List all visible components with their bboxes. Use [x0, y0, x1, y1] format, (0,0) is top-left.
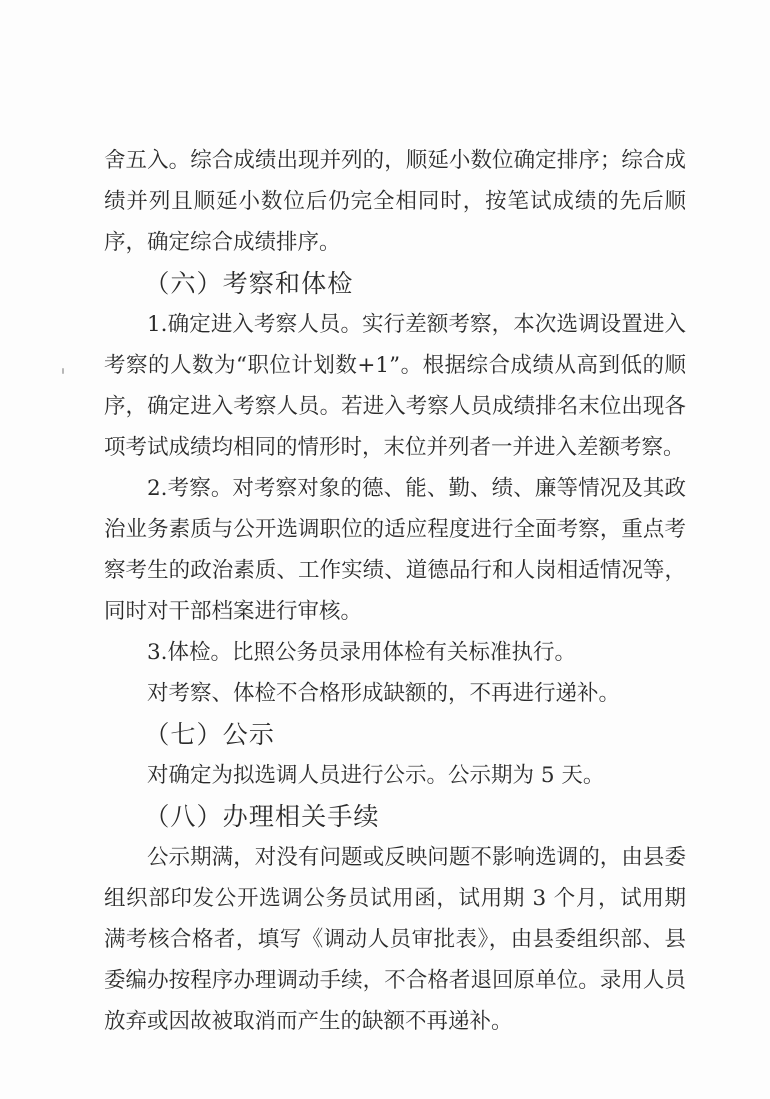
paragraph-inspection-candidates: 1.确定进入考察人员。实行差额考察，本次选调设置进入考察的人数为“职位计划数+1”。根据综合成绩从高到低的顺序，确定进入考察人员。若进入考察人员成绩排名末位出现各项考试成绩均相同的情形时，末位并列者一并进入差额考察。 — [104, 312, 686, 460]
document-body — [104, 140, 686, 1042]
paragraph-publicity: 对确定为拟选调人员进行公示。公示期为 5 天。 — [147, 763, 605, 788]
paragraph-procedures: 公示期满，对没有问题或反映问题不影响选调的，由县委组织部印发公开选调公务员试用函，试用期 3 个月，试用期满考核合格者，填写《调动人员审批表》，由县委组织部、县委编办按程序办理调动手续，不合格者退回原单位。录用人员放弃或因故被取消而产生的缺额不再递补。 — [104, 845, 686, 1034]
section-heading-procedures: （八）办理相关手续 — [144, 802, 380, 831]
section-heading-publicity: （七）公示 — [144, 720, 275, 749]
paragraph-ranking-continuation: 舍五入。综合成绩出现并列的，顺延小数位确定排序；综合成绩并列且顺延小数位后仍完全相同时，按笔试成绩的先后顺序，确定综合成绩排序。 — [104, 148, 686, 255]
paragraph-physical-exam: 3.体检。比照公务员录用体检有关标准执行。 — [147, 640, 577, 665]
paragraph-inspection: 2.考察。对考察对象的德、能、勤、绩、廉等情况及其政治业务素质与公开选调职位的适应程度进行全面考察，重点考察考生的政治素质、工作实绩、道德品行和人岗相适情况等，同时对干部档案进行审核。 — [104, 476, 686, 624]
scan-mark — [62, 368, 64, 374]
paragraph-no-replacement: 对考察、体检不合格形成缺额的，不再进行递补。 — [147, 681, 621, 706]
section-heading-inspection: （六）考察和体检 — [144, 269, 354, 298]
